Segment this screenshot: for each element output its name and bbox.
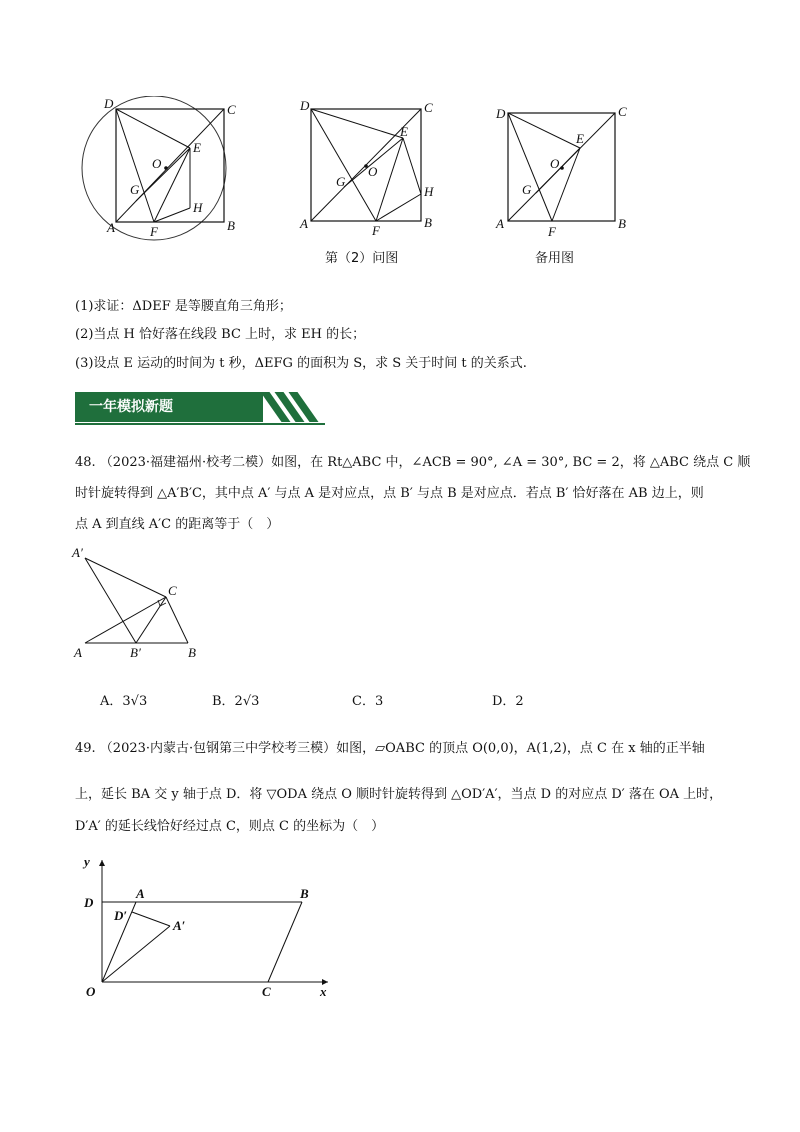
- fig1-label-E: E: [193, 140, 201, 155]
- fig3-label-O: O: [550, 156, 560, 171]
- fig3-label-D: D: [496, 106, 506, 121]
- figure-1: [74, 96, 244, 241]
- q49-line1: 49. （2023·内蒙古·包钢第三中学校考三模）如图，▱OABC 的顶点 O(0,0)，A(1,2)，点 C 在 x 轴的正半轴: [75, 741, 705, 756]
- q49-label-O: O: [86, 984, 96, 999]
- fig2-label-C: C: [424, 100, 433, 115]
- fig2-label-H: H: [424, 184, 434, 199]
- fig2-label-F: F: [372, 223, 380, 238]
- figure-3: [492, 96, 642, 241]
- q48-label-B: B: [188, 645, 196, 660]
- fig3-label-E: E: [576, 131, 584, 146]
- q49-label-Ap: A′: [173, 918, 186, 933]
- q49-label-Dp: D′: [114, 908, 128, 923]
- q49-figure: [80, 852, 340, 1002]
- fig1-label-O: O: [152, 156, 162, 171]
- q49-line2: 上，延长 BA 交 y 轴于点 D．将 ▽ODA 绕点 O 顺时针旋转得到 △OD′A′，当点 D 的对应点 D′ 落在 OA 上时，: [75, 787, 723, 802]
- q49-label-A: A: [136, 886, 145, 901]
- q49-label-y: y: [84, 854, 90, 869]
- q47-part1: (1)求证：ΔDEF 是等腰直角三角形；: [75, 299, 292, 314]
- q47-part2: (2)当点 H 恰好落在线段 BC 上时，求 EH 的长；: [75, 327, 366, 342]
- q48-line1: 48. （2023·福建福州·校考二模）如图，在 Rt△ABC 中，∠ACB = 90°, ∠A = 30°, BC = 2，将 △ABC 绕点 C 顺: [75, 455, 751, 470]
- fig3-label-G: G: [522, 182, 532, 197]
- fig1-label-G: G: [130, 182, 140, 197]
- fig3-label-C: C: [618, 104, 627, 119]
- q48-option-b[interactable]: B．2√3: [212, 694, 260, 709]
- q48-figure: [70, 545, 220, 665]
- fig2-label-D: D: [300, 98, 310, 113]
- fig3-label-F: F: [548, 224, 556, 239]
- q49-label-C: C: [262, 984, 271, 999]
- fig1-label-A: A: [107, 220, 115, 235]
- q48-line3: 点 A 到直线 A′C 的距离等于（ ）: [75, 517, 280, 532]
- q48-label-C: C: [168, 583, 177, 598]
- fig1-label-B: B: [227, 218, 235, 233]
- figure-2: [296, 96, 446, 241]
- q49-label-x: x: [320, 984, 327, 999]
- q48-option-c[interactable]: C．3: [352, 694, 384, 709]
- q48-line2: 时针旋转得到 △A′B′C，其中点 A′ 与点 A 是对应点，点 B′ 与点 B 是对应点．若点 B′ 恰好落在 AB 边上，则: [75, 486, 704, 501]
- fig1-label-H: H: [193, 200, 203, 215]
- fig3-label-A: A: [496, 216, 504, 231]
- q48-label-A: A: [74, 645, 82, 660]
- section-banner-title: 一年模拟新题: [75, 392, 263, 422]
- q49-label-B: B: [300, 886, 309, 901]
- fig3-label-B: B: [618, 216, 626, 231]
- section-banner: [75, 392, 325, 426]
- fig2-label-G: G: [336, 174, 346, 189]
- q48-option-a[interactable]: A．3√3: [100, 694, 148, 709]
- q48-label-Ap: A′: [72, 545, 83, 560]
- q47-part3: (3)设点 E 运动的时间为 t 秒，ΔEFG 的面积为 S，求 S 关于时间 t 的关系式.: [75, 356, 527, 371]
- q49-label-D: D: [84, 895, 94, 910]
- q48-label-Bp: B′: [130, 645, 141, 660]
- caption-fig2: 第（2）问图: [325, 251, 399, 266]
- fig2-label-B: B: [424, 215, 432, 230]
- fig1-label-C: C: [227, 102, 236, 117]
- fig2-label-O: O: [368, 164, 378, 179]
- fig2-label-E: E: [400, 124, 408, 139]
- fig1-label-F: F: [150, 224, 158, 239]
- q48-option-d[interactable]: D．2: [492, 694, 524, 709]
- fig2-label-A: A: [300, 216, 308, 231]
- caption-fig3: 备用图: [535, 251, 575, 266]
- fig1-label-D: D: [104, 96, 114, 111]
- q49-line3: D′A′ 的延长线恰好经过点 C，则点 C 的坐标为（ ）: [75, 819, 385, 834]
